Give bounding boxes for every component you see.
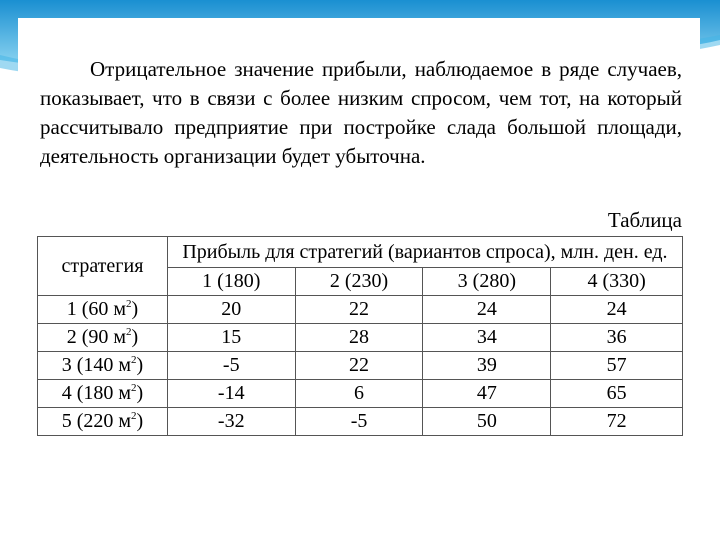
table-cell: 22 — [295, 296, 423, 324]
table-row — [38, 352, 683, 380]
table-cell: 72 — [551, 408, 683, 436]
table-row — [38, 324, 683, 352]
strategy-label: 2 (90 $м^2$) — [38, 324, 168, 352]
table-cell: 28 — [295, 324, 423, 352]
header-demand-2: 2 (230) — [295, 268, 423, 296]
table-cell: 47 — [423, 380, 551, 408]
table-cell: 24 — [423, 296, 551, 324]
table-cell: -32 — [167, 408, 295, 436]
table-row — [38, 408, 683, 436]
table-cell: 6 — [295, 380, 423, 408]
table-row — [38, 296, 683, 324]
body-paragraph: Отрицательное значение прибыли, наблюдаемое в ряде случаев, показывает, что в связи с более низким спросом, чем тот, на который рассчитывало предприятие при постройке слада большой площади, деятельность организации будет убыточна. — [40, 57, 682, 168]
table-cell: -14 — [167, 380, 295, 408]
table-cell: 34 — [423, 324, 551, 352]
table-cell: 39 — [423, 352, 551, 380]
header-demand-3: 3 (280) — [423, 268, 551, 296]
table-cell: 65 — [551, 380, 683, 408]
strategy-label: 3 (140 $м^2$) — [38, 352, 168, 380]
table-cell: 15 — [167, 324, 295, 352]
strategy-label: 1 (60 $м^2$) — [38, 296, 168, 324]
table-cell: 24 — [551, 296, 683, 324]
table-caption: Таблица — [607, 208, 682, 232]
table-cell: -5 — [295, 408, 423, 436]
table-cell: -5 — [167, 352, 295, 380]
header-profit-group: Прибыль для стратегий (вариантов спроса), млн. ден. ед. — [167, 237, 682, 268]
table-cell: 57 — [551, 352, 683, 380]
strategy-label: 4 (180 $м^2$) — [38, 380, 168, 408]
table-row — [38, 380, 683, 408]
header-demand-1: 1 (180) — [167, 268, 295, 296]
header-demand-4: 4 (330) — [551, 268, 683, 296]
table-cell: 22 — [295, 352, 423, 380]
table-cell: 50 — [423, 408, 551, 436]
table-cell: 36 — [551, 324, 683, 352]
strategy-label: 5 (220 $м^2$) — [38, 408, 168, 436]
table-cell: 20 — [167, 296, 295, 324]
profit-table — [37, 236, 683, 436]
table-header-row — [38, 237, 683, 268]
header-strategy: стратегия — [38, 237, 168, 296]
